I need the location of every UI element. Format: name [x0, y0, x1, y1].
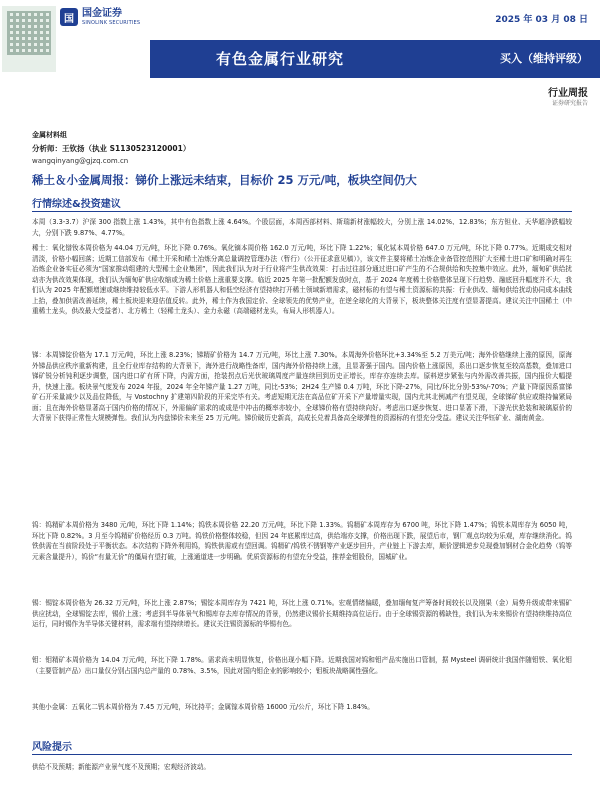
paragraph-market: 本周（3.3-3.7）沪深 300 指数上涨 1.43%，其中有色指数上涨 4.64%。个股层面，本周西部材料、斯瑞新材涨幅较大，分别上涨 14.02%、12.83%；东方钽业、天华超净跌幅较大，分别下跌 9.87%、4.77%。: [32, 218, 572, 237]
title-banner: [150, 40, 600, 78]
report-subtype: 证券研究报告: [551, 100, 588, 107]
paragraph-risk: 供给不及预期；新能源产业景气度不及预期；宏观经济波动。: [32, 763, 211, 771]
section-heading-summary: 行情综述&投资建议: [32, 199, 121, 210]
paragraph-rare-earth: 稀土：氧化镨钕本周价格为 44.04 万元/吨，环比下降 0.76%。氧化镝本周价格 162.0 万元/吨，环比下降 1.22%；氧化铽本周价格 647.0 万元/吨，环比下降 0.77%。近期成交相对清淡，价格小幅回落；近期工信部发布《稀土开采和稀土冶炼分离总量调控管理办法（暂行）（公开征求意见稿）》，该文件主要将稀土冶炼企业备管控范围扩大至稀土进口矿和明确对再生冶炼企业备实征必须为“国家推动组建的大型稀土企业集团”，因此我们认为对于行业将产生供改效果：打击过往部分通过进口矿产生的不合规供给和失控集中效应。此外，缅甸矿供给扰动亦为供改效果体现，我们认为缅甸矿供应收缩或为稀土价格上涨重要支撑。临近 2025 年第一批配额发放时点，基于 2024 年度稀土价格整体呈现下行趋势、融底回升幅度并不大，我们认为 2025 年配额增速或继续维持较低水平。下游人形机器人和低空经济有望持续打开稀土领域新增需求，磁材标的有望与稀土资源标的共振：行业供改、缅甸供给扰动协同成本曲线上抬，叠加供需改善延续，稀土板块迎来迎估值反转。此外，稀土作为我国定价、全球领先的优势产业，在逆全球化的大背景下，板块整体关注度有望显著提高。建议关注中国稀土（中重稀土龙头，供改最大受益者）、北方稀土（轻稀土龙头）、金力永磁（高端磁材龙头，布局人形机器人）。: [32, 244, 572, 315]
qr-code-icon: [2, 6, 56, 72]
analyst-info: [32, 130, 432, 165]
paragraph-others: 其他小金属：五氧化二钒本周价格为 7.45 万元/吨，环比持平；金属镓本周价格 16000 元/公斤，环比下降 1.84%。: [32, 703, 374, 711]
report-type: 行业周报: [548, 88, 588, 99]
paragraph-tin: 锡：锡锭本周价格为 26.32 万元/吨，环比上涨 2.87%；锡锭本周库存为 7421 吨，环比上涨 0.71%。宏观情绪偏暖，叠加缅甸复产筹备时间较长以及刚果（金）局势升级或带来锡矿供应扰动，全球锡锭去库，锡价上涨；考虑到半导体景气和锡库存去库存情况的背景，仍然建议锡价长期维持高位运行。由于全球锡资源的稀缺性，我们认为未来锡价有望持续维持高位运行，同时锡作为半导体关键材料，需求端有望持续增长。建议关注锡资源标的华锡有色。: [32, 599, 572, 628]
section-divider: [32, 211, 572, 212]
rating-badge: 买入（维持评级）: [500, 52, 588, 65]
analyst-group: 金属材料组: [32, 131, 67, 139]
brand-name-cn: 国金证券: [82, 7, 122, 19]
report-title: 稀土＆小金属周报：锑价上涨远未结束，目标价 25 万元/吨，板块空间仍大: [32, 173, 417, 187]
brand-logo: [60, 6, 180, 28]
section-divider: [32, 754, 572, 755]
report-date: 2025 年 03 月 08 日: [495, 15, 588, 25]
section-heading-risk: 风险提示: [32, 742, 72, 753]
analyst-email[interactable]: wangqinyang@gjzq.com.cn: [32, 157, 129, 165]
paragraph-tungsten: 钨：钨精矿本周价格为 3480 元/吨，环比下降 1.14%；钨铁本周价格 22.20 万元/吨，环比下降 1.33%。钨精矿本周库存为 6700 吨，环比下降 1.47%；钨铁本周库存为 6050 吨，环比下降 0.82%。3 月至今钨精矿价格经历 0.3 万吨。钨铁价格整体较稳，但因 24 年底累库过高，供给端亦支撑，价格出现下跌，展望后市，钢厂观点均较为乐观，库存继续消化。钨铁供需在当前阶段处于平衡状态。本次结构下降外利用钨，钨铁供需或有望回调。钨精矿/钨铁不锈钢等产业逐步回升，产业链上下游去库，顺价逻辑逆步兑现叠加钢材合金化趋势（钨等元素含量提升），钨价“有量无价”的僵局有望打破，上涨通道进一步明确。优质资源标的有望充分受益，推荐金钼股份，国城矿业。: [32, 521, 572, 561]
paragraph-molybdenum: 钼：钼精矿本周价格为 14.04 万元/吨，环比下降 1.78%。需求尚未明显恢复，价格出现小幅下降。近期我国对钨和钼产品实施出口管制，据 Mysteel 调研统计我国伴随钼铁、氧化钼（主要管制产品）出口量仅分别占国内总产量的 0.78%、3.5%，因此对国内钼企业的影响较小；钼板块战略属性强化。: [32, 656, 572, 675]
analyst-name: 分析师：王钦扬（执业 S1130523120001）: [32, 144, 191, 153]
paragraph-antimony: 锑：本周锑锭价格为 17.1 万元/吨，环比上涨 8.23%；锑精矿价格为 14.7 万元/吨，环比上涨 7.30%。本周海外价格环比+3.34%至 5.2 万美元/吨；海外价格继续上涨的原因，原海外锑品供应秩序重新构建，且全行业库存结构的大背景下，海外进行战略性备库，国内海外价格持续上涨，且显著强于国内。国内价格上涨原因，系出口逐步恢复至较高基数，叠加进口锑矿锐分析钝利逐步调整，国内进口矿有所下降，内需方面，抢装拐点后光伏玻璃周度产量连续回到历史正增长，库存亦连续去库。原料逆步紧张与内外需改善共振，国内报价大幅提升，快速上涨。板块景气度发布 2024 年报，2024 年全年锑产量 1.27 万吨，同比-53%；2H24 生产锑 0.4 万吨，环比下降-27%，同比/环比分别-53%/-70%；产量下降原因系富锑矿石开采量减少以及品位降低，与 Vostochny 扩建第四阶段的开采完毕有关。考虑短期无法在高品位矿开采下产量增量实现，国内尤其北例减产有望兑现，全球锑矿供应或维持偏紧局面；且在海外价格显著高于国内价格的情况下，外需偏矿需求的或成是中冲击的概率亦较小，全球锑价格有望持续向好。考虑出口逐步恢复、进口显著下滑，下游光伏抢装和玻璃原价的大背景下获得正常性大规模弹性。我们认为内盘锑价未来至 25 万元/吨。锑价破历史新高，高成长兑着具备高全球弹性的资源标的有望充分受益。建议关注华钰矿业、湖南黄金。: [32, 351, 572, 422]
sinolink-logo-icon: 国: [60, 8, 78, 26]
report-header: [0, 0, 600, 128]
brand-name-en: SINOLINK SECURITIES: [82, 19, 141, 26]
banner-title: 有色金属行业研究: [216, 50, 345, 68]
